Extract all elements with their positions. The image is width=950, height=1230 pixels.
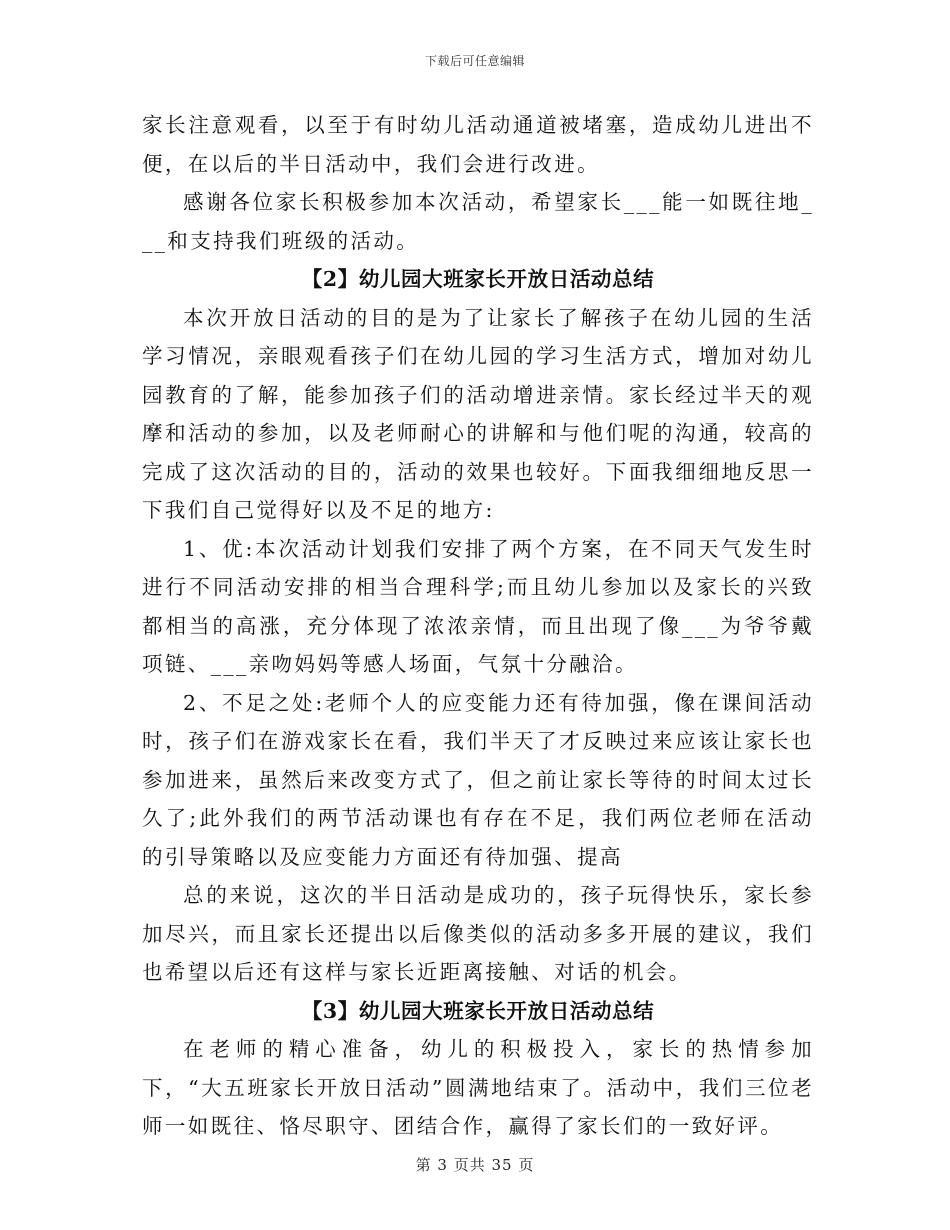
section-heading-2: 【2】幼儿园大班家长开放日活动总结 [301,267,655,291]
paragraph-summary: 总的来说，这次的半日活动是成功的，孩子玩得快乐，家长参加尽兴，而且家长还提出以后像类似的活动多多开展的建议，我们也希望以后还有这样与家长近距离接触、对话的机会。 [142,883,814,984]
page-footer: 第 3 页共 35 页 [415,1156,535,1174]
document-body [142,106,814,1146]
paragraph-activity-end: 在老师的精心准备，幼儿的积极投入，家长的热情参加下，“大五班家长开放日活动”圆满地结束了。活动中，我们三位老师一如既往、恪尽职守、团结合作，赢得了家长们的一致好评。 [142,1037,814,1138]
paragraph-purpose: 本次开放日活动的目的是为了让家长了解孩子在幼儿园的生活学习情况，亲眼观看孩子们在幼儿园的学习生活方式，增加对幼儿园教育的了解，能参加孩子们的活动增进亲情。家长经过半天的观摩和活动的参加，以及老师耐心的讲解和与他们呢的沟通，较高的完成了这次活动的目的，活动的效果也较好。下面我细细地反思一下我们自己觉得好以及不足的地方: [142,305,814,522]
paragraph-continued: 家长注意观看，以至于有时幼儿活动通道被堵塞，造成幼儿进出不便，在以后的半日活动中，我们会进行改进。 [142,113,814,176]
paragraph-strengths: 1、优:本次活动计划我们安排了两个方案，在不同天气发生时进行不同活动安排的相当合理科学;而且幼儿参加以及家长的兴致都相当的高涨，充分体现了浓浓亲情，而且出现了像___为爷爷戴项链、___亲吻妈妈等感人场面，气氛十分融洽。 [142,536,814,676]
page-header: 下载后可任意编辑 [424,54,525,68]
paragraph-thanks: 感谢各位家长积极参加本次活动，希望家长___能一如既往地___和支持我们班级的活动。 [142,190,814,253]
section-heading-3: 【3】幼儿园大班家长开放日活动总结 [301,998,655,1023]
paragraph-weaknesses: 2、不足之处:老师个人的应变能力还有待加强，像在课间活动时，孩子们在游戏家长在看，我们半天了才反映过来应该让家长也参加进来，虽然后来改变方式了，但之前让家长等待的时间太过长久了;此外我们的两节活动课也有存在不足，我们两位老师在活动的引导策略以及应变能力方面还有待加强、提高 [142,690,814,869]
